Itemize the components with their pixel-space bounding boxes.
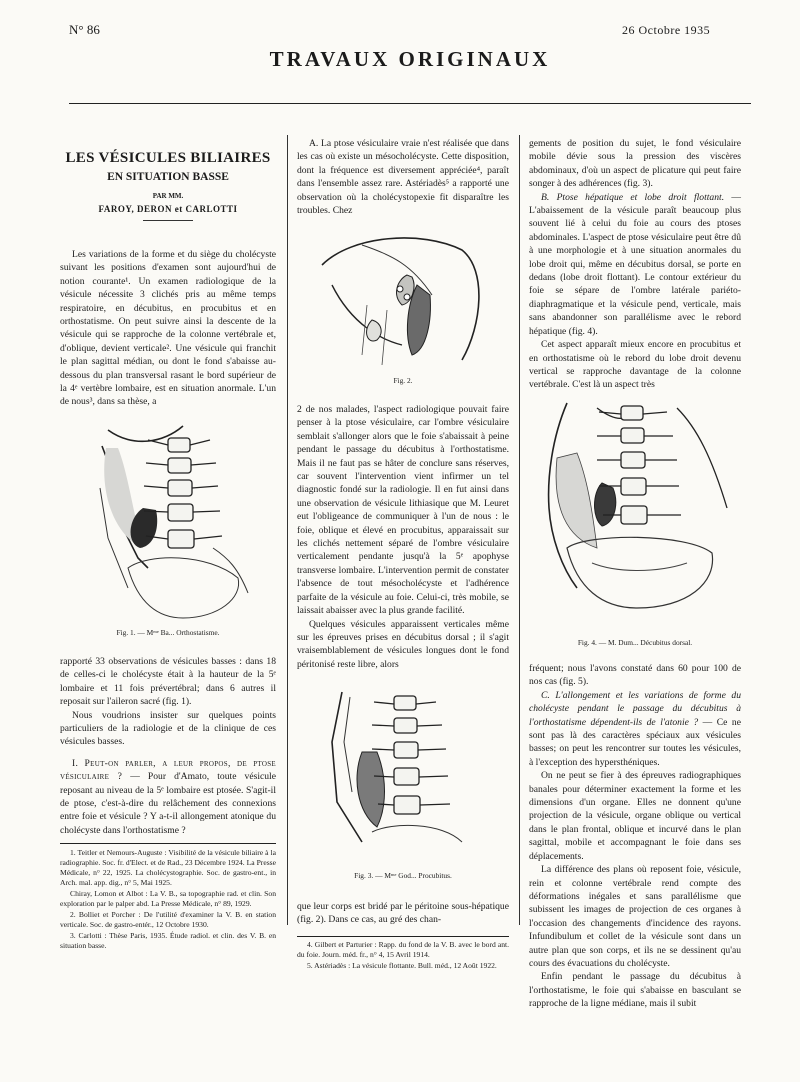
col1-p2: Nous voudrions insister sur quelques points particuliers de la radiologie et de la clinique de ces vésicules basses. [60, 709, 276, 748]
col3-section-c [529, 689, 741, 769]
col2-bottom-text: que leur corps est bridé par le péritoine sous-hépatique (fig. 2). Dans ce cas, au gré des chan- [297, 901, 509, 926]
section-c-heading: C. L'allongement et les variations de forme du cholécyste pendant le passage du décubitus à l'orthostatisme dépendent-ils de l'atonie ? [529, 689, 741, 728]
col2-mid [297, 403, 509, 671]
article-par: PAR MM. [152, 192, 184, 200]
col1-body [60, 655, 276, 837]
issue-date: 26 Octobre 1935 [622, 23, 711, 37]
col2-footnote-rule [297, 936, 509, 937]
footnote-2: 2. Bolliet et Porcher : De l'utilité d'examiner la V. B. en station verticale. Soc. de gastro-entér., 12 Octobre 1930. [60, 910, 276, 929]
col1-section-1 [60, 757, 276, 837]
figure-2-caption: Fig. 2. [393, 376, 413, 385]
title-rule [143, 220, 193, 221]
col2-footnotes [297, 940, 509, 972]
col1-intro-text: Les variations de la forme et du siège du cholécyste suivant les positions d'examen sont aujourd'hui de notion courante¹. Un examen radiologique de la vésicule nécessite 3 clichés pris au même temps respiratoire, en décubitus, en procubitus et en orthostatisme. On peut suivre ainsi la descente de la vésicule qui se rapproche de la colonne vertébrale et, d'oblique, devient verticale². Une vésicule qui franchit le plan sagittal médian, ou dont le fond s'abaisse au-dessous du plan transversal rasant le bord supérieur de la 4ᵉ vertèbre lombaire, est en situation anormale. L'un de nous³, dans sa thèse, a [60, 249, 276, 408]
figure-1 [88, 418, 258, 630]
figure-3 [322, 682, 492, 862]
figure-1-caption: Fig. 1. — Mᵐᵉ Ba... Orthostatisme. [116, 628, 220, 637]
section-1-heading: I. Peut-on parler, a leur propos, de ptose vésiculaire ? [60, 757, 276, 783]
header-rule [69, 103, 751, 104]
col2-top [297, 137, 509, 217]
footnote-1b: Chiray, Lomon et Albot : La V. B., sa topographie rad. et clin. Son exploration par le palper abd. La Presse Médicale, n° 89, 1929. [60, 889, 276, 908]
col2-bottom [297, 900, 509, 927]
figure-4-radiograph [537, 398, 737, 628]
figure-4 [537, 398, 737, 628]
col3-body [529, 662, 741, 1011]
figure-3-caption: Fig. 3. — Mᵐᵉ God... Procubitus. [354, 871, 452, 880]
figure-3-radiograph [322, 682, 492, 862]
col3-c2: On ne peut se fier à des épreuves radiographiques banales pour déterminer exactement la forme et les dimensions d'un organe. Elles ne donnent qu'une projection de la vésicule, organe oblique ou vertical dans le plan frontal, oblique et incurvé dans le plan sagittal, mobile et accompagnant le foie dans ses déplacements. [529, 770, 741, 862]
col3-cont: fréquent; nous l'avons constaté dans 60 pour 100 de nos cas (fig. 5). [529, 663, 741, 688]
col1-intro [60, 248, 276, 409]
col3-section-b [529, 191, 741, 338]
issue-number: N° 86 [69, 22, 100, 37]
col3-c4: Enfin pendant le passage du décubitus à l'orthostatisme, le foie qui s'abaisse en basculant se rapproche de la ligne médiane, mais il subit [529, 971, 741, 1010]
section-1-text: — Pour d'Amato, toute vésicule reposant au niveau de la 5ᵉ lombaire est ptosée. S'agit-il de ptose, c'est-à-dire du relâchement des connexions entre foie et vésicule ? Y a-t-il allongement atonique du cholécyste dans l'orthostatisme ? [60, 771, 276, 836]
article-heading [60, 150, 276, 221]
section-b-text: — L'abaissement de la vésicule paraît beaucoup plus souvent lié à celui du foie au cours des ptoses abdominales. L'aspect de ptose vésiculaire peut être dû à une morphologie et à une situation anormales du lobe droit qui, même en décubitus dorsal, se porte en dedans (lobe droit flottant). Le contour extérieur du foie se sépare de l'ombre latérale pariéto-diaphragmatique et la vésicule pend, verticale, mais sans abandonner son parallélisme avec le rebord hépatique (fig. 4). [529, 191, 741, 337]
col1-footnotes [60, 848, 276, 952]
article-title: LES VÉSICULES BILIAIRES [65, 150, 271, 166]
article-authors: FAROY, DERON et CARLOTTI [98, 204, 238, 214]
col3-top [529, 137, 741, 392]
column-divider-1 [287, 135, 288, 925]
section-title: TRAVAUX ORIGINAUX [269, 47, 551, 71]
figure-4-caption: Fig. 4. — M. Dum... Décubitus dorsal. [577, 638, 693, 647]
col2-top-text: A. La ptose vésiculaire vraie n'est réalisée que dans les cas où existe un mésocholécyste. Cette disposition, dont la fréquence est diversement appréciée⁴, paraît dans l'ensemble assez rare. Astériadès⁵ a rapporté une observation où la cholécystopexie fit disparaître les troubles. Chez [297, 138, 509, 217]
col3-top-text: gements de position du sujet, le fond vésiculaire mobile dévie sous la pression des viscères abdominaux, d'où un aspect de plicature qui peut faire songer à des adhérences (fig. 3). [529, 138, 741, 190]
col3-c3: La différence des plans où reposent foie, vésicule, rein et colonne vertébrale rend compte des déformations inégales et sans parallélisme que subissent les images de projection de ces organes à l'occasion des changements d'incidence des rayons. Infundibulum et collet de la vésicule sont dans un autre plan que son corps, et ils ne se dessinent qu'au cours des évacuations du cholécyste. [529, 864, 741, 969]
col3-b2: Cet aspect apparaît mieux encore en procubitus et en orthostatisme où le rebord du lobe droit devenu vertical se rapproche davantage de la colonne vertébrale. C'est là un aspect très [529, 339, 741, 391]
footnote-5: 5. Astériadès : La vésicule flottante. Bull. méd., 12 Août 1922. [307, 961, 497, 970]
section-c-text: — Ce ne sont pas là des caractères spéciaux aux vésicules basses; on peut les rencontrer sur toutes les vésicules, à l'exception des hypersthéniques. [529, 716, 741, 768]
figure-2 [312, 225, 492, 373]
footnote-1: 1. Teitler et Nemours-Auguste : Visibilité de la vésicule biliaire à la radiographie. Soc. fr. d'Elect. et de Rad., 23 Décembre 1924. La Presse Médicale, n° 22, 1925. La cholécystographie. Soc. de gastro-ent., in Arch. mal. app. dig., n° 5, Mai 1925. [60, 848, 276, 887]
footnote-4: 4. Gilbert et Parturier : Rapp. du fond de la V. B. avec le bord ant. du foie. Journ. méd. fr., n° 4, 15 Avril 1914. [297, 940, 509, 959]
col1-cont: rapporté 33 observations de vésicules basses : dans 18 de celles-ci le cholécyste était à la hauteur de la 5ᵉ lombaire et 11 fois prévertébral; dans 6 autres il reposait sur l'aileron sacré (fig. 1). [60, 656, 276, 708]
figure-2-radiograph [312, 225, 492, 373]
col1-footnote-rule [60, 843, 276, 844]
article-subtitle: EN SITUATION BASSE [107, 171, 229, 183]
section-b-heading: B. Ptose hépatique et lobe droit flottant. [541, 191, 725, 203]
col2-mid-text: 2 de nos malades, l'aspect radiologique pouvait faire penser à la ptose vésiculaire, car l'ombre vésiculaire semblait s'allonger alors que le foie s'abaissait à peine pendant le passage du décubitus à l'orthostatisme. Mais il ne faut pas se hâter de conclure sans réserves, car souvent l'intervention vient infirmer un tel diagnostic fondé sur la radiologie. Il en fut ainsi dans une observation de vésicule lithiasique que M. Leuret eut l'obligeance de communiquer à l'un de nous : le foie, oblique et élevé en procubitus, apparaissait sur les clichés nettement séparé de l'ombre vésiculaire verticalement pendante jusqu'à la 5ᵉ apophyse transverse lombaire. L'intervention permit de constater l'absence de tout mésocholécyste et l'adhérence parfaite de la vésicule au foie. Celui-ci, très mobile, se laissait abaisser avec la plus grande facilité. [297, 404, 509, 617]
col2-mid2-text: Quelques vésicules apparaissent verticales même sur les épreuves prises en décubitus dorsal ; il s'agit vraisemblablement de vésicules longues dont le fond péritonisé reste libre, alors [297, 618, 509, 670]
figure-1-radiograph [88, 418, 258, 630]
column-divider-2 [519, 135, 520, 925]
footnote-3: 3. Carlotti : Thèse Paris, 1935. Étude radiol. et clin. des V. B. en situation basse. [60, 931, 276, 950]
